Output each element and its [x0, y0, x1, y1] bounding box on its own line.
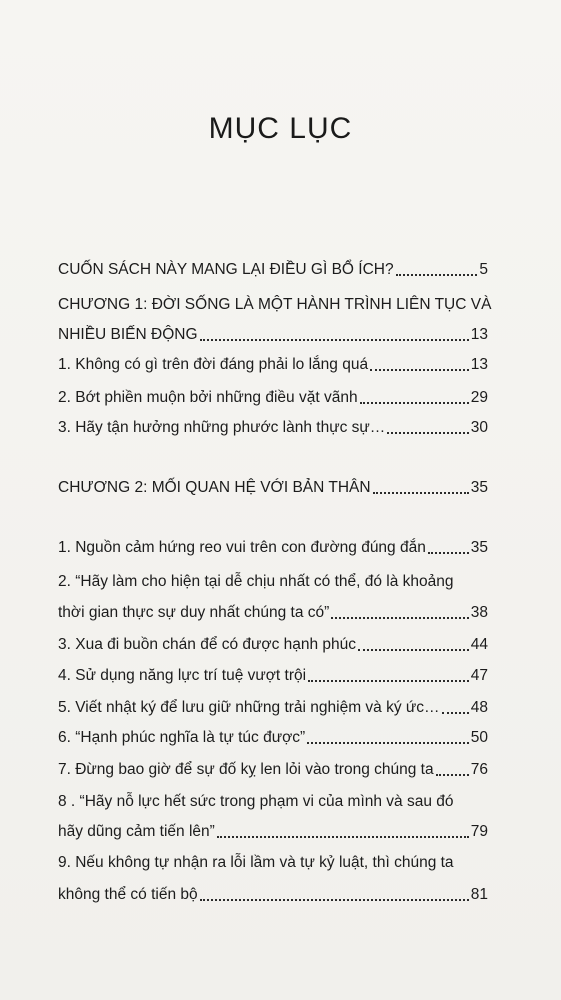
toc-entry: [58, 656, 488, 686]
toc-entry-page-number: 29: [470, 389, 488, 406]
dot-leader: [360, 402, 469, 404]
toc-entry-title: hãy dũng cảm tiến lên”: [58, 823, 215, 840]
toc-entry: [58, 528, 488, 558]
toc-entry-page-number: 35: [470, 539, 488, 556]
toc-entry: [58, 562, 488, 592]
toc-entry-title: 2. Bớt phiền muộn bởi những điều vặt vãnh: [58, 389, 358, 406]
toc-entry: [58, 843, 488, 873]
toc-entry-title: không thể có tiến bộ: [58, 886, 198, 903]
toc-entry: [58, 285, 492, 315]
toc-entry-title: 1. Nguồn cảm hứng reo vui trên con đường đúng đắn: [58, 539, 426, 556]
toc-entry-page-number: 47: [470, 667, 488, 684]
dot-leader: [428, 552, 469, 554]
toc-entry-page-number: 35: [470, 479, 488, 496]
dot-leader: [308, 680, 469, 682]
toc-entry-title: 5. Viết nhật ký để lưu giữ những trải nghiệm và ký ức…: [58, 699, 440, 716]
toc-entry-title: NHIỀU BIẾN ĐỘNG: [58, 326, 198, 343]
dot-leader: [442, 712, 469, 714]
toc-entry-title: 8 . “Hãy nỗ lực hết sức trong phạm vi của mình và sau đó: [58, 793, 454, 810]
toc-entry: [58, 688, 488, 718]
toc-entry-title: 6. “Hạnh phúc nghĩa là tự túc được”: [58, 729, 306, 746]
toc-entry-title: thời gian thực sự duy nhất chúng ta có”: [58, 604, 330, 621]
dot-leader: [331, 617, 468, 619]
dot-leader: [436, 774, 469, 776]
toc-entry: [58, 718, 488, 748]
toc-entry-title: 3. Xua đi buồn chán để có được hạnh phúc: [58, 636, 357, 653]
toc-entry-page-number: 13: [470, 326, 488, 343]
toc-entry: [58, 408, 488, 438]
toc-entry-page-number: 76: [470, 761, 488, 778]
dot-leader: [370, 369, 469, 371]
toc-entry-page-number: 44: [470, 636, 488, 653]
toc-entry: [58, 812, 488, 842]
toc-entry: [58, 625, 488, 655]
toc-entry-page-number: 13: [470, 356, 488, 373]
toc-entry: [58, 345, 488, 375]
toc-entry: [58, 593, 488, 623]
toc-entry: [58, 378, 488, 408]
dot-leader: [387, 432, 468, 434]
dot-leader: [358, 649, 469, 651]
toc-entry: [58, 750, 488, 780]
toc-entry-page-number: 50: [470, 729, 488, 746]
toc-entry: [58, 468, 488, 498]
toc-entry-title: 2. “Hãy làm cho hiện tại dễ chịu nhất có thể, đó là khoảng: [58, 573, 454, 590]
toc-entry: [58, 875, 488, 905]
toc-entry: [58, 250, 488, 280]
toc-entry-title: 3. Hãy tận hưởng những phước lành thực sự…: [58, 419, 386, 436]
toc-entry-page-number: 48: [470, 699, 488, 716]
toc-entry-page-number: 79: [470, 823, 488, 840]
dot-leader: [396, 274, 478, 276]
toc-entry: [58, 782, 488, 812]
toc-entry-title: CHƯƠNG 1: ĐỜI SỐNG LÀ MỘT HÀNH TRÌNH LIÊN TỤC VÀ: [58, 296, 492, 313]
toc-entry-title: CHƯƠNG 2: MỐI QUAN HỆ VỚI BẢN THÂN: [58, 479, 371, 496]
toc-entry-title: 1. Không có gì trên đời đáng phải lo lắng quá: [58, 356, 369, 373]
toc-entry-title: CUỐN SÁCH NÀY MANG LẠI ĐIỀU GÌ BỔ ÍCH?: [58, 261, 394, 278]
toc-entry-page-number: 38: [470, 604, 488, 621]
dot-leader: [217, 836, 469, 838]
toc-entry: [58, 315, 488, 345]
dot-leader: [200, 899, 469, 901]
dot-leader: [200, 339, 469, 341]
dot-leader: [307, 742, 469, 744]
page-title: MỤC LỤC: [208, 112, 353, 145]
toc-entry-title: 4. Sử dụng năng lực trí tuệ vượt trội: [58, 667, 307, 684]
toc-entry-page-number: 81: [470, 886, 488, 903]
toc-entry-page-number: 5: [479, 261, 488, 278]
toc-entry-title: 9. Nếu không tự nhận ra lỗi lầm và tự kỷ luật, thì chúng ta: [58, 854, 454, 871]
toc-entry-title: 7. Đừng bao giờ để sự đố kỵ len lỏi vào trong chúng ta: [58, 761, 434, 778]
dot-leader: [373, 492, 469, 494]
toc-entry-page-number: 30: [470, 419, 488, 436]
